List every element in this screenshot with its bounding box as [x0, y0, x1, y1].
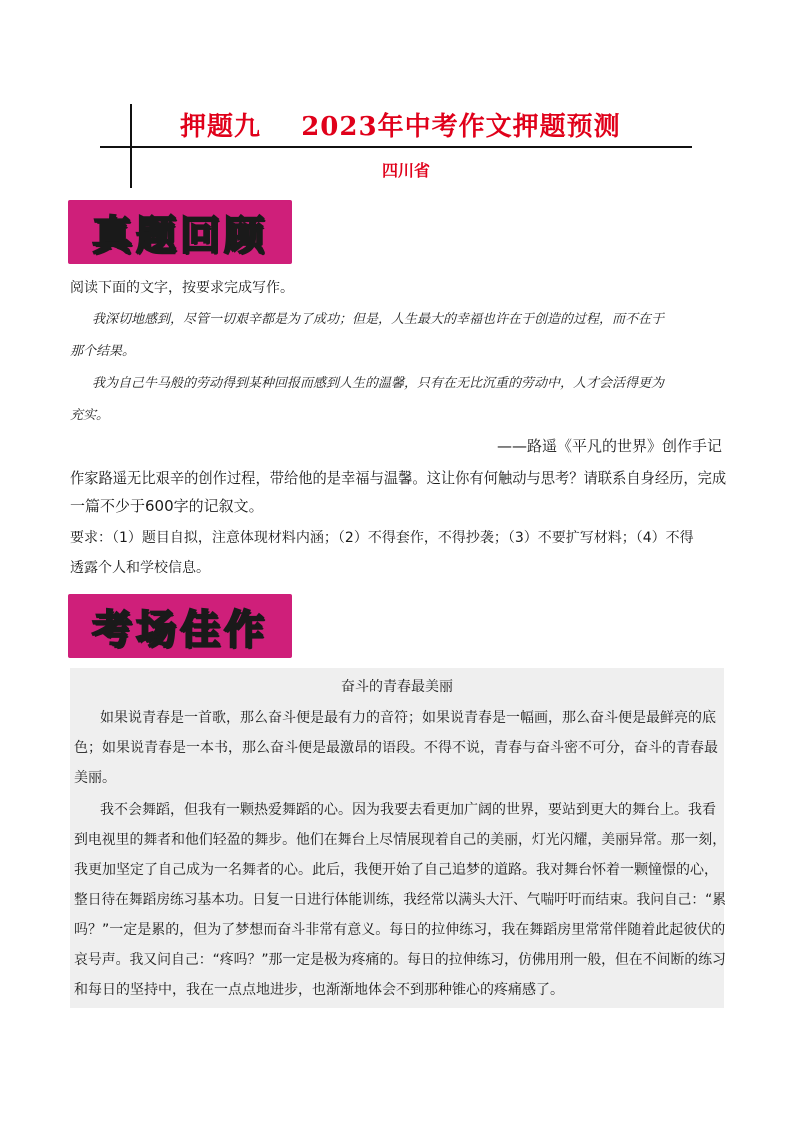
- essay-line: 到电视里的舞者和他们轻盈的舞步。他们在舞台上尽情展现着自己的美丽，灯光闪耀，美丽异常。那一刻，: [74, 832, 727, 848]
- quote-line: 那个结果。: [70, 344, 136, 359]
- review-badge: [68, 200, 292, 264]
- essay-line: 我不会舞蹈，但我有一颗热爱舞蹈的心。因为我要去看更加广阔的世界，要站到更大的舞台上。我看: [100, 802, 716, 818]
- task-line: 一篇不少于600字的记叙文。: [70, 497, 264, 515]
- requirement-line: 透露个人和学校信息。: [70, 560, 210, 576]
- review-badge-label: 真题回顾: [92, 212, 268, 259]
- requirement-line: 要求：（1）题目自拟，注意体现材料内涵；（2）不得套作，不得抄袭；（3）不要扩写材料；（4）不得: [70, 530, 694, 546]
- essay-line: 哀号声。我又问自己：“疼吗？”那一定是极为疼痛的。每日的拉伸练习，仿佛用刑一般，但在不间断的练习: [74, 952, 726, 968]
- quote-attribution: ——路遥《平凡的世界》创作手记: [496, 437, 722, 455]
- essay-line: 我更加坚定了自己成为一名舞者的心。此后，我便开始了自己追梦的道路。我对舞台怀着一颗憧憬的心，: [74, 862, 718, 878]
- sample-badge-label: 考场佳作: [92, 606, 268, 653]
- essay-line: 如果说青春是一首歌，那么奋斗便是最有力的音符；如果说青春是一幅画，那么奋斗便是最鲜亮的底: [100, 710, 716, 726]
- essay-line: 色；如果说青春是一本书，那么奋斗便是最激昂的语段。不得不说，青春与奋斗密不可分，奋斗的青春最: [74, 740, 718, 756]
- essay-line: 整日待在舞蹈房练习基本功。日复一日进行体能训练，我经常以满头大汗、气喘吁吁而结束。我问自己：“累: [74, 892, 726, 908]
- essay-title: 奋斗的青春最美丽: [341, 679, 453, 695]
- essay-line: 吗？”一定是累的，但为了梦想而奋斗非常有意义。每日的拉伸练习，我在舞蹈房里常常伴随着此起彼伏的: [74, 922, 726, 938]
- essay-panel: [70, 668, 727, 1008]
- essay-line: 和每日的坚持中，我在一点点地进步，也渐渐地体会不到那种锥心的疼痛感了。: [74, 982, 564, 998]
- page-title: 押题九 2023年中考作文押题预测: [180, 112, 621, 142]
- sample-badge: [68, 594, 292, 658]
- region-label: 四川省: [382, 161, 431, 180]
- quote-line: 我为自己牛马般的劳动得到某种回报而感到人生的温馨，只有在无比沉重的劳动中，人才会活得更为: [92, 376, 665, 391]
- quote-line: 我深切地感到，尽管一切艰辛都是为了成功；但是，人生最大的幸福也许在于创造的过程，而不在于: [92, 312, 665, 327]
- essay-line: 美丽。: [74, 770, 116, 786]
- header-horizontal-rule: [100, 146, 692, 148]
- quote-line: 充实。: [70, 408, 110, 423]
- prompt-intro: 阅读下面的文字，按要求完成写作。: [70, 280, 294, 296]
- task-line: 作家路遥无比艰辛的创作过程，带给他的是幸福与温馨。这让你有何触动与思考？请联系自身经历，完成: [70, 469, 727, 487]
